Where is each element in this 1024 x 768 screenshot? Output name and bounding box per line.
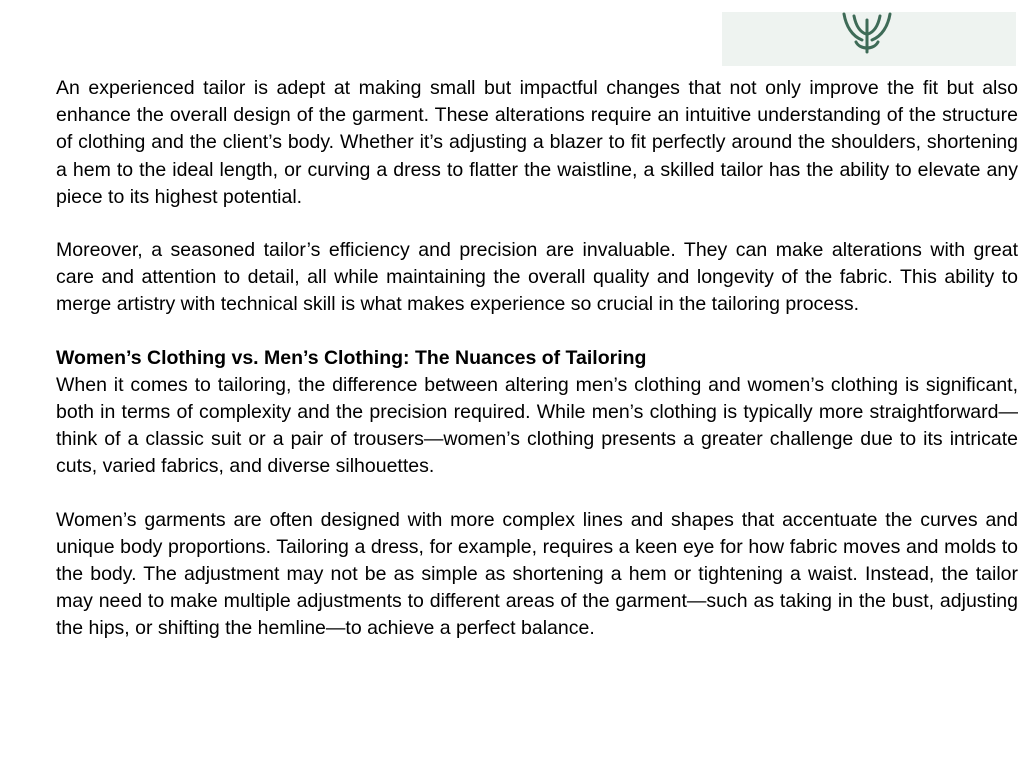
section-heading: Women’s Clothing vs. Men’s Clothing: The Nuances of Tailoring bbox=[56, 346, 647, 369]
monogram-logo-icon bbox=[832, 12, 912, 66]
paragraph-seasoned-tailor: Moreover, a seasoned tailor’s efficiency and precision are invaluable. They can make alterations with great care and attention to detail, all while maintaining the overall quality and longevity of the fabric. This ability to merge artistry with technical skill is what makes experience so crucial in the tailoring process. bbox=[56, 239, 1018, 316]
header-logo bbox=[722, 12, 1016, 66]
paragraph-womens-garments: Women’s garments are often designed with more complex lines and shapes that accentuate the curves and unique body proportions. Tailoring a dress, for example, requires a keen eye for how fabric moves and molds to the body. The adjustment may not be as simple as shortening a hem or tightening a waist. Instead, the tailor may need to make multiple adjustments to different areas of the garment—such as taking in the bust, adjusting the hips, or shifting the hemline—to achieve a perfect balance. bbox=[56, 508, 1018, 640]
paragraph-tailoring-difference: When it comes to tailoring, the difference between altering men’s clothing and women’s clothing is significant, both in terms of complexity and the precision required. While men’s clothing is typically more straightforward—think of a classic suit or a pair of trousers—women’s clothing presents a greater challenge due to its intricate cuts, varied fabrics, and diverse silhouettes. bbox=[56, 373, 1018, 478]
paragraph-experienced-tailor: An experienced tailor is adept at making small but impactful changes that not only improve the fit but also enhance the overall design of the garment. These alterations require an intuitive understanding of the structure of clothing and the client’s body. Whether it’s adjusting a blazer to fit perfectly around the shoulders, shortening a hem to the ideal length, or curving a dress to flatter the waistline, a skilled tailor has the ability to elevate any piece to its highest potential. bbox=[56, 77, 1018, 208]
article-body bbox=[56, 75, 1018, 669]
